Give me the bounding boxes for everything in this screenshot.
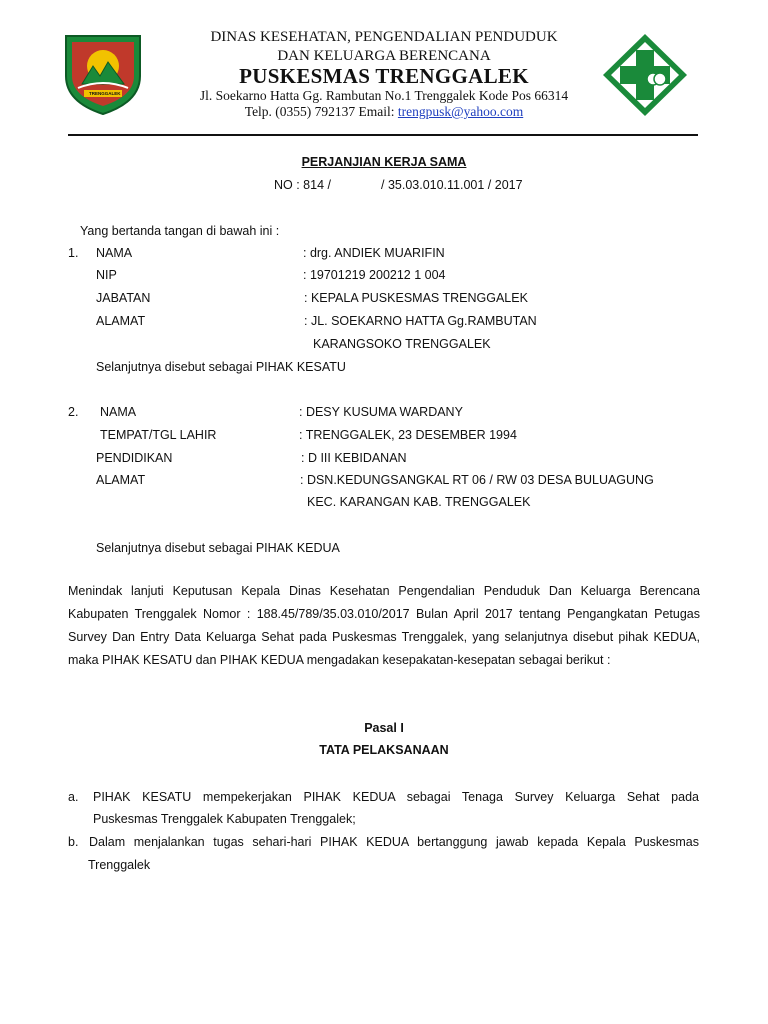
party1-position-value: : KEPALA PUSKESMAS TRENGGALEK <box>304 291 528 305</box>
header-divider <box>68 134 698 136</box>
party2-birth-label: TEMPAT/TGL LAHIR <box>100 428 217 442</box>
party2-address-value: : DSN.KEDUNGSANGKAL RT 06 / RW 03 DESA BULUAGUNG <box>300 473 654 487</box>
party1-nip-value: : 19701219 200212 1 004 <box>303 268 446 282</box>
pasal-heading: Pasal I <box>364 721 404 735</box>
party1-position-label: JABATAN <box>96 291 151 305</box>
header-address: Jl. Soekarno Hatta Gg. Rambutan No.1 Trenggalek Kode Pos 66314 <box>199 88 569 103</box>
party2-address-label: ALAMAT <box>96 473 146 487</box>
doc-number-suffix: / 35.03.010.11.001 / 2017 <box>381 178 523 192</box>
header-title: PUSKESMAS TRENGGALEK <box>239 64 529 88</box>
party2-name-label: NAMA <box>100 405 137 419</box>
header-agency-line1: DINAS KESEHATAN, PENGENDALIAN PENDUDUK <box>210 29 558 45</box>
item-a-marker: a. <box>68 790 79 804</box>
item-b-marker: b. <box>68 835 79 849</box>
party1-name-value: : drg. ANDIEK MUARIFIN <box>303 246 445 260</box>
header-agency-line2: DAN KELUARGA BERENCANA <box>277 48 491 64</box>
paragraph-line-4: maka PIHAK KESATU dan PIHAK KEDUA mengadakan kesepakatan-kesepatan sebagai berikut : <box>68 653 611 667</box>
party1-number: 1. <box>68 246 79 260</box>
party2-education-label: PENDIDIKAN <box>96 451 173 465</box>
paragraph-line-2: Kabupaten Trenggalek Nomor : 188.45/789/35.03.010/2017 Bulan April 2017 tentang Pengangkatan Petugas <box>68 607 700 621</box>
header-contact <box>0 104 768 120</box>
party2-birth-value: : TRENGGALEK, 23 DESEMBER 1994 <box>299 428 517 442</box>
paragraph-line-1: Menindak lanjuti Keputusan Kepala Dinas Kesehatan Pengendalian Penduduk Dan Keluarga Berencana <box>68 584 700 598</box>
paragraph-line-3: Survey Dan Entry Data Keluarga Sehat pada Puskesmas Trenggalek, yang selanjutnya disebut pihak KEDUA, <box>68 630 700 644</box>
party1-address-cont: KARANGSOKO TRENGGALEK <box>313 337 491 351</box>
item-b-line-2: Trenggalek <box>88 858 151 872</box>
doc-title: PERJANJIAN KERJA SAMA <box>301 155 467 169</box>
pasal-title: TATA PELAKSANAAN <box>319 743 449 757</box>
party1-address-value: : JL. SOEKARNO HATTA Gg.RAMBUTAN <box>304 314 537 328</box>
party2-address-cont: KEC. KARANGAN KAB. TRENGGALEK <box>307 495 531 509</box>
doc-number-label: NO : 814 / <box>274 178 331 192</box>
party2-referred: Selanjutnya disebut sebagai PIHAK KEDUA <box>96 541 340 555</box>
item-b-line-1: Dalam menjalankan tugas sehari-hari PIHAK KEDUA bertanggung jawab kepada Kepala Puskesmas <box>89 835 699 849</box>
intro-text: Yang bertanda tangan di bawah ini : <box>80 224 280 238</box>
party1-name-label: NAMA <box>96 246 133 260</box>
item-a-line-2: Puskesmas Trenggalek Kabupaten Trenggalek; <box>93 812 356 826</box>
header-email-link[interactable]: trengpusk@yahoo.com <box>397 104 524 119</box>
party2-education-value: : D III KEBIDANAN <box>301 451 407 465</box>
party1-nip-label: NIP <box>96 268 117 282</box>
party2-name-value: : DESY KUSUMA WARDANY <box>299 405 463 419</box>
party1-address-label: ALAMAT <box>96 314 146 328</box>
item-a-line-1: PIHAK KESATU mempekerjakan PIHAK KEDUA sebagai Tenaga Survey Keluarga Sehat pada <box>93 790 699 804</box>
party2-number: 2. <box>68 405 79 419</box>
emblem-ribbon-text: TRENGGALEK <box>89 91 121 96</box>
header-phone: Telp. (0355) 792137 Email: <box>244 104 398 119</box>
party1-referred: Selanjutnya disebut sebagai PIHAK KESATU <box>96 360 346 374</box>
